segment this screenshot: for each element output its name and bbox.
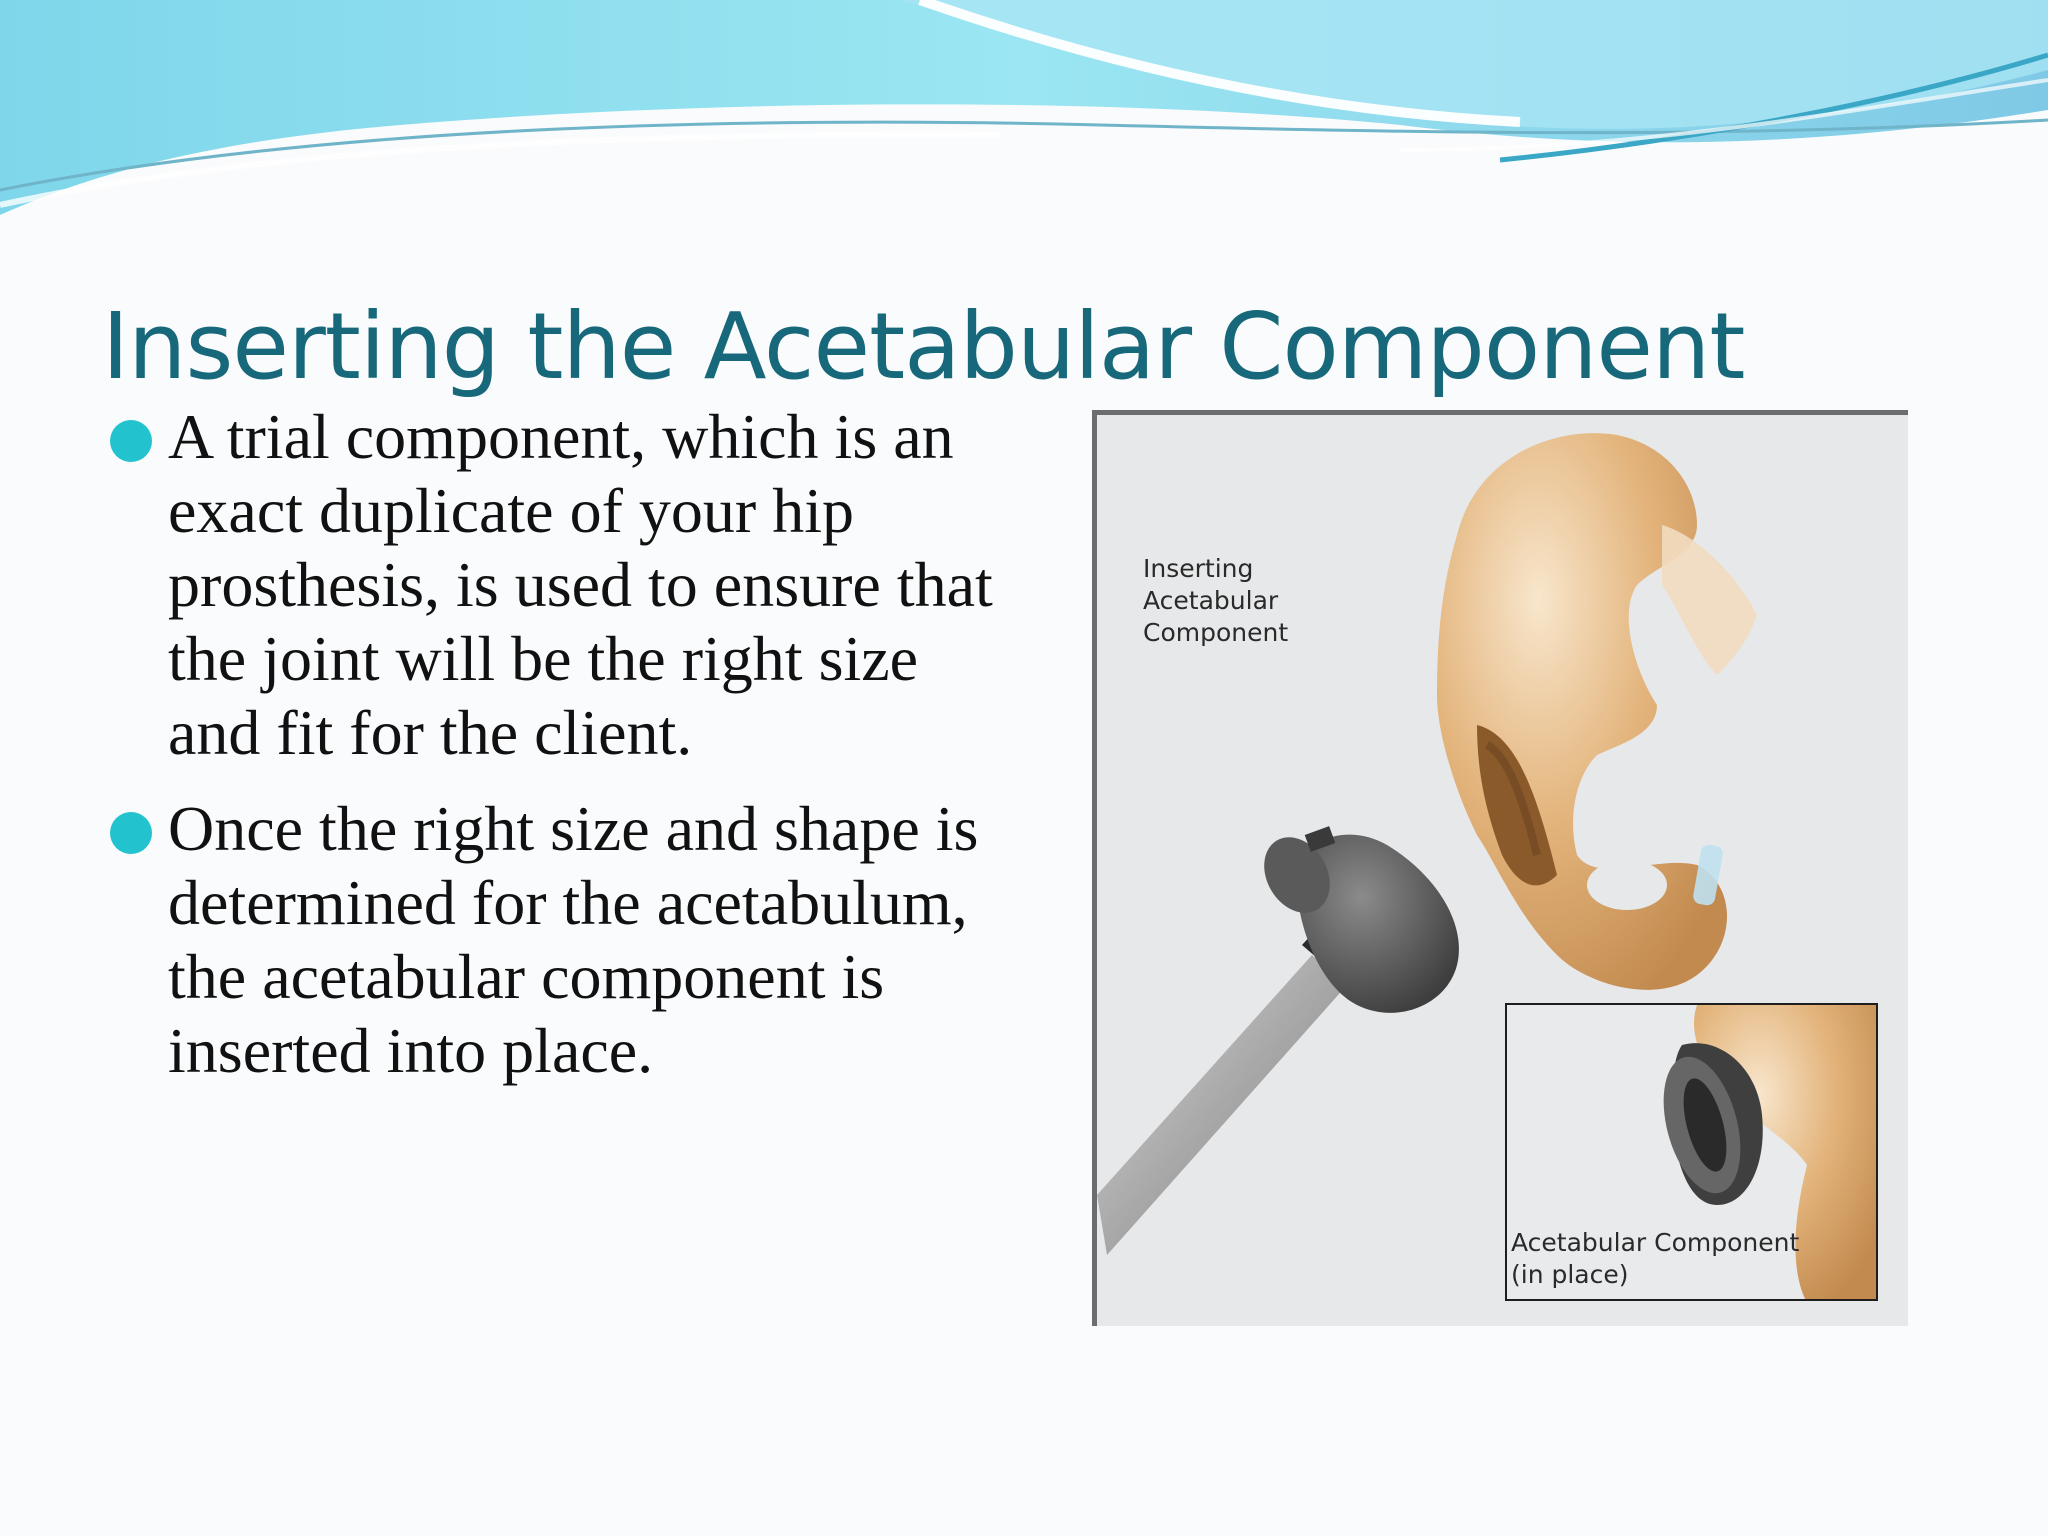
figure-label-main: Inserting Acetabular Component [1143, 554, 1289, 647]
bullet-list [108, 400, 1008, 1110]
hip-illustration-figure [1092, 410, 1908, 1326]
figure-label-inset: Acetabular Component (in place) [1511, 1228, 1800, 1289]
bullet-dot-icon [110, 420, 152, 462]
header-wave-decoration [0, 0, 2048, 240]
bullet-text: A trial component, which is an exact duplicate of your hip prosthesis, is used to ensure that the joint will be the right size and fit for the client. [168, 401, 993, 768]
inset-in-place-panel [1505, 1003, 1878, 1301]
bullet-item [108, 792, 1008, 1088]
bullet-text: Once the right size and shape is determined for the acetabulum, the acetabular component is inserted into place. [168, 793, 979, 1086]
inserter-rod-illustration [1097, 920, 1359, 1255]
bullet-item [108, 400, 1008, 770]
slide-title: Inserting the Acetabular Component [102, 293, 1745, 400]
bullet-dot-icon [110, 812, 152, 854]
acetabular-cup-illustration [1251, 825, 1459, 1012]
